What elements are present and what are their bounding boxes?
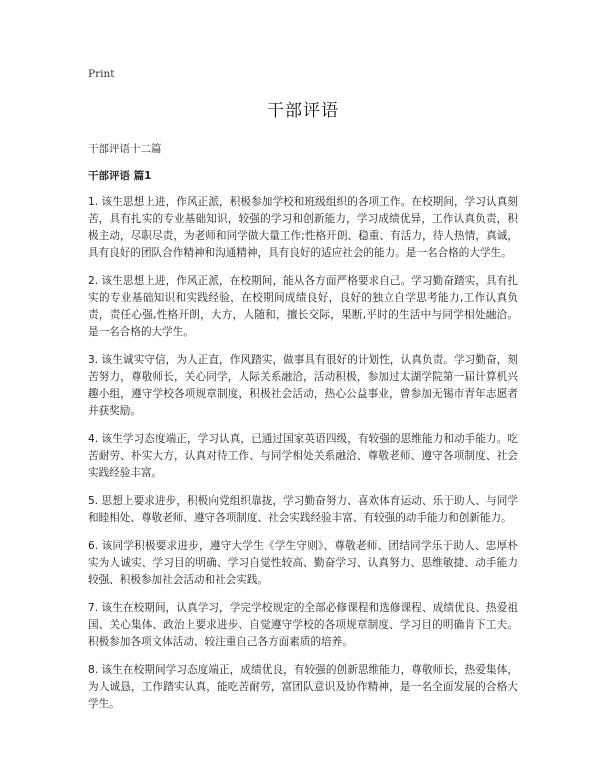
paragraph-1: 1. 该生思想上进，作风正派，积极参加学校和班级组织的各项工作。在校期间，学习认真刻苦，具有扎实的专业基础知识，较强的学习和创新能力，学习成绩优异，工作认真负责，积极主动，尽职尽责，为老师和同学做大量工作;性格开朗、稳重、有活力，待人热情，真诚，具有良好的团队合作精神和沟通精神，具有良好的适应社会的能力。是一名合格的大学生。 <box>88 196 518 259</box>
paragraph-8: 8. 该生在校期间学习态度端正，成绩优良，有较强的创新思维能力，尊敬师长，热爱集体，为人诚恳，工作踏实认真，能吃苦耐劳，富团队意识及协作精神，是一名全面发展的合格大学生。 <box>88 664 518 710</box>
page-title: 干部评语 <box>267 101 339 121</box>
paragraph-6: 6. 该同学积极要求进步，遵守大学生《学生守则》、尊敬老师、团结同学乐于助人、忠厚朴实为人诚实、学习目的明确、学习自觉性较高、勤奋学习、认真努力、思维敏捷、动手能力较强、积极参加社会活动和社会实践。 <box>88 540 518 586</box>
paragraph-2: 2. 该生思想上进，作风正派，在校期间，能从各方面严格要求自己。学习勤奋踏实，具有扎实的专业基础知识和实践经验，在校期间成绩良好，良好的独立自学思考能力,工作认真负责，责任心强,性格开朗，大方，人随和，擅长交际，果断,平时的生活中与同学相处融洽。是一名合格的大学生。 <box>88 275 518 338</box>
paragraph-7: 7. 该生在校期间，认真学习，学完学校规定的全部必修课程和选修课程、成绩优良、热爱祖国、关心集体、政治上要求进步、自觉遵守学校的各项规章制度、学习目的明确肯下工夫。积极参加各项文体活动、较注重自己各方面素质的培养。 <box>88 602 518 648</box>
section-heading: 干部评语 篇1 <box>88 170 152 182</box>
paragraph-3: 3. 该生诚实守信，为人正直，作风踏实，做事具有很好的计划性，认真负责。学习勤奋，刻苦努力，尊敬师长，关心同学，人际关系融洽，活动积极，参加过太湖学院第一届计算机兴趣小组，遵守学校各项规章制度，积极社会活动，热心公益事业，曾参加无锡市青年志愿者并获奖励。 <box>88 354 518 417</box>
paragraph-4: 4. 该生学习态度端正，学习认真，已通过国家英语四级，有较强的思维能力和动手能力。吃苦耐劳、朴实大方，认真对待工作、与同学相处关系融洽、尊敬老师、遵守各项制度、社会实践经验丰富。 <box>88 433 518 479</box>
paragraph-list <box>88 194 518 713</box>
document-subtitle: 干部评语十二篇 <box>88 143 162 155</box>
paragraph-5: 5. 思想上要求进步，积极向党组织靠拢，学习勤奋努力、喜欢体育运动、乐于助人、与同学和睦相处、尊敬老师、遵守各项制度、社会实践经验丰富、有较强的动手能力和创新能力。 <box>88 495 518 524</box>
print-label[interactable]: Print <box>88 68 115 80</box>
